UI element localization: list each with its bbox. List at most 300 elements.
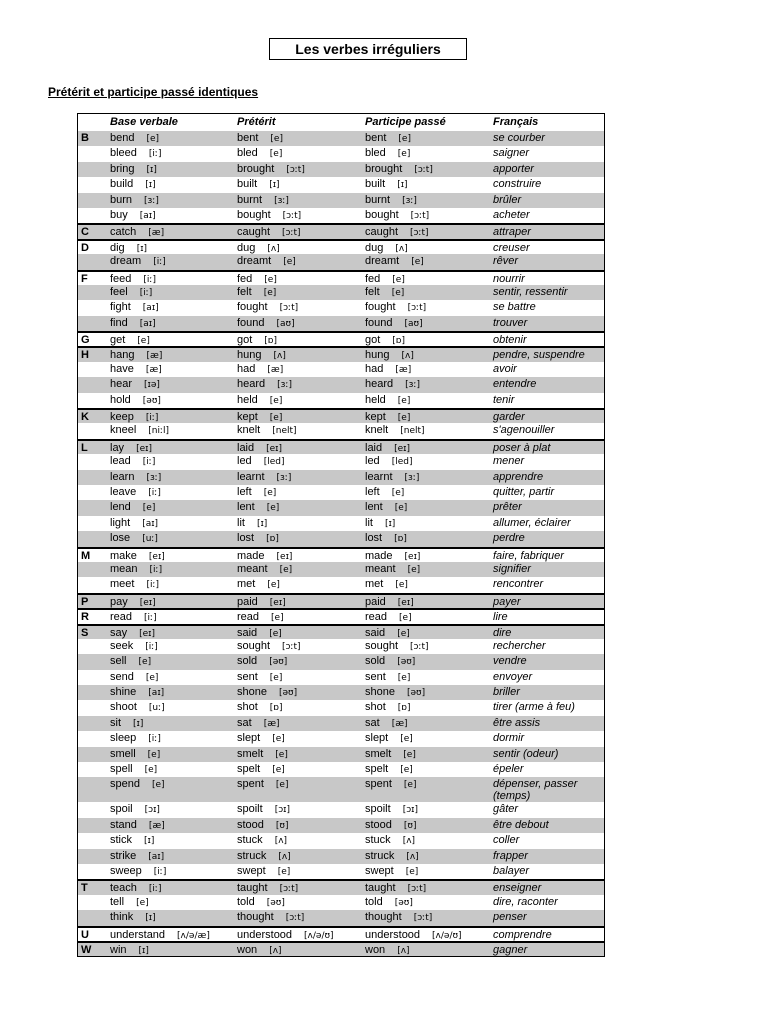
verb-word: find xyxy=(110,316,128,329)
phonetic: [ʌ/ə/ʊ] xyxy=(304,930,334,941)
phonetic: [ɪə] xyxy=(144,380,160,391)
row-letter: U xyxy=(81,928,89,941)
cell-preterit xyxy=(237,763,285,775)
cell-preterit xyxy=(237,701,283,713)
cell-preterit xyxy=(237,363,283,375)
verb-word: sold xyxy=(365,655,386,668)
phonetic: [əʊ] xyxy=(269,657,288,668)
phonetic: [e] xyxy=(272,765,285,776)
table-row xyxy=(78,547,604,562)
phonetic: [nelt] xyxy=(272,426,297,437)
phonetic: [ɪ] xyxy=(256,518,268,529)
cell-base-verbale xyxy=(110,455,155,467)
table-row xyxy=(78,470,604,485)
table-row xyxy=(78,423,604,438)
table-row xyxy=(78,926,604,941)
phonetic: [ɜː] xyxy=(277,380,292,391)
cell-participe-passe xyxy=(365,455,412,467)
verb-word: won xyxy=(237,943,258,956)
table-row xyxy=(78,146,604,161)
verb-word: bought xyxy=(237,208,271,221)
phonetic: [æ] xyxy=(395,364,412,375)
phonetic: [ɪ] xyxy=(384,518,396,529)
cell-francais: entendre xyxy=(493,378,537,391)
phonetic: [ɒ] xyxy=(266,534,279,545)
table-row xyxy=(78,762,604,777)
verb-word: paid xyxy=(237,595,258,608)
verb-word: dreamt xyxy=(237,255,272,268)
verb-word: bled xyxy=(237,147,258,160)
verb-word: bent xyxy=(237,132,259,144)
phonetic: [ɜː] xyxy=(405,380,420,391)
phonetic: [e] xyxy=(397,672,411,683)
cell-participe-passe xyxy=(365,286,404,298)
phonetic: [ɔːt] xyxy=(279,303,299,314)
phonetic: [iː] xyxy=(148,487,161,498)
verb-word: spoilt xyxy=(237,803,263,816)
verb-word: fought xyxy=(365,301,396,314)
verb-word: lent xyxy=(365,501,383,514)
cell-preterit xyxy=(237,349,286,361)
table-row xyxy=(78,593,604,608)
cell-base-verbale xyxy=(110,411,158,423)
table-header xyxy=(78,114,604,131)
verb-word: thought xyxy=(365,911,402,924)
cell-francais: rencontrer xyxy=(493,578,544,591)
table-row xyxy=(78,439,604,454)
verb-word: stuck xyxy=(237,834,263,847)
phonetic: [iː] xyxy=(145,641,158,652)
verb-word: led xyxy=(237,455,252,468)
cell-participe-passe xyxy=(365,911,432,923)
verb-word: seek xyxy=(110,639,134,652)
phonetic: [ɔɪ] xyxy=(274,805,290,816)
verb-word: feed xyxy=(110,272,132,285)
table-row xyxy=(78,208,604,223)
cell-base-verbale xyxy=(110,178,156,190)
phonetic: [e] xyxy=(269,395,283,406)
cell-participe-passe xyxy=(365,819,417,831)
cell-francais: poser à plat xyxy=(493,441,551,454)
cell-preterit xyxy=(237,834,287,846)
cell-preterit xyxy=(237,273,277,285)
cell-base-verbale xyxy=(110,132,159,144)
verb-word: sweep xyxy=(110,864,142,877)
verb-word: found xyxy=(365,316,393,329)
verb-word: kept xyxy=(365,411,386,424)
table-row xyxy=(78,802,604,817)
phonetic: [æ] xyxy=(263,718,280,729)
verb-word: sent xyxy=(237,670,258,683)
cell-participe-passe xyxy=(365,701,411,713)
verb-word: shone xyxy=(365,686,395,699)
phonetic: [ʊ] xyxy=(403,820,417,831)
phonetic: [e] xyxy=(395,580,408,591)
verb-word: send xyxy=(110,670,134,683)
phonetic: [eɪ] xyxy=(148,551,165,562)
verb-word: dug xyxy=(365,241,384,254)
cell-francais: obtenir xyxy=(493,334,527,347)
table-row xyxy=(78,254,604,269)
phonetic: [ɔːt] xyxy=(286,164,305,175)
table-row xyxy=(78,849,604,864)
cell-francais: allumer, éclairer xyxy=(493,516,571,529)
phonetic: [uː] xyxy=(148,703,165,714)
phonetic: [ʊ] xyxy=(275,820,289,831)
cell-preterit xyxy=(237,486,276,498)
verb-word: struck xyxy=(237,849,267,862)
verb-word: kept xyxy=(237,411,258,424)
verb-word: swept xyxy=(365,864,394,877)
cell-participe-passe xyxy=(365,611,412,623)
cell-participe-passe xyxy=(365,627,410,639)
cell-preterit xyxy=(237,627,282,639)
phonetic: [ɔɪ] xyxy=(402,805,418,816)
cell-francais: rêver xyxy=(493,255,519,268)
cell-participe-passe xyxy=(365,486,404,498)
verb-word: brought xyxy=(237,162,275,175)
verb-word: hang xyxy=(110,349,135,362)
phonetic: [iː] xyxy=(145,413,159,424)
phonetic: [ɪ] xyxy=(145,180,156,191)
phonetic: [e] xyxy=(400,765,413,776)
cell-base-verbale xyxy=(110,596,156,608)
phonetic: [led] xyxy=(263,457,285,468)
row-letter: M xyxy=(81,549,91,562)
phonetic: [e] xyxy=(398,134,411,144)
verb-word: thought xyxy=(237,911,274,924)
cell-participe-passe xyxy=(365,178,408,190)
cell-participe-passe xyxy=(365,471,419,483)
verb-word: held xyxy=(237,393,258,406)
verb-word: dug xyxy=(237,241,256,254)
cell-preterit xyxy=(237,611,284,623)
cell-base-verbale xyxy=(110,301,159,313)
verb-word: meet xyxy=(110,578,135,591)
cell-preterit xyxy=(237,865,290,877)
phonetic: [ɔːt] xyxy=(285,913,305,924)
phonetic: [aɪ] xyxy=(142,518,159,529)
cell-participe-passe xyxy=(365,209,429,221)
cell-preterit xyxy=(237,882,298,894)
cell-participe-passe xyxy=(365,763,413,775)
phonetic: [ɪ] xyxy=(269,180,280,191)
cell-preterit xyxy=(237,671,282,683)
phonetic: [e] xyxy=(136,897,149,908)
phonetic: [e] xyxy=(400,734,413,745)
verb-word: lend xyxy=(110,501,131,514)
phonetic: [ɪ] xyxy=(144,836,155,847)
verb-word: held xyxy=(365,393,386,406)
phonetic: [e] xyxy=(275,749,288,760)
cell-preterit xyxy=(237,194,289,206)
cell-participe-passe xyxy=(365,596,414,608)
phonetic: [eɪ] xyxy=(269,597,286,608)
cell-participe-passe xyxy=(365,394,410,406)
cell-participe-passe xyxy=(365,349,414,361)
verb-word: get xyxy=(110,334,126,347)
phonetic: [e] xyxy=(142,503,156,514)
cell-francais: avoir xyxy=(493,362,517,375)
verb-word: leave xyxy=(110,485,137,498)
phonetic: [iː] xyxy=(153,257,166,268)
cell-preterit xyxy=(237,317,295,329)
cell-preterit xyxy=(237,778,288,790)
table-row xyxy=(78,131,604,146)
cell-base-verbale xyxy=(110,286,152,298)
table-row xyxy=(78,562,604,577)
phonetic: [e] xyxy=(275,780,289,791)
cell-base-verbale xyxy=(110,255,166,267)
table-row xyxy=(78,747,604,762)
phonetic: [eɪ] xyxy=(139,628,156,639)
verb-word: meant xyxy=(237,562,268,575)
phonetic: [e] xyxy=(267,580,280,591)
verb-word: feel xyxy=(110,285,128,298)
page-title: Les verbes irréguliers xyxy=(269,38,467,60)
phonetic: [e] xyxy=(269,413,283,424)
verb-word: sought xyxy=(365,639,399,652)
cell-preterit xyxy=(237,394,282,406)
verb-word: spoilt xyxy=(365,803,391,816)
phonetic: [iː] xyxy=(144,613,157,624)
verb-word: sent xyxy=(365,670,386,683)
cell-base-verbale xyxy=(110,317,156,329)
verb-word: kneel xyxy=(110,424,137,437)
verb-word: build xyxy=(110,178,134,191)
phonetic: [ɔɪ] xyxy=(144,805,160,816)
cell-participe-passe xyxy=(365,317,423,329)
verb-word: read xyxy=(237,611,260,624)
cell-francais: comprendre xyxy=(493,928,552,941)
cell-base-verbale xyxy=(110,763,157,775)
cell-base-verbale xyxy=(110,803,160,815)
cell-base-verbale xyxy=(110,363,162,375)
phonetic: [ɪ] xyxy=(133,718,144,729)
cell-francais: apprendre xyxy=(493,470,544,483)
cell-participe-passe xyxy=(365,255,424,267)
phonetic: [əʊ] xyxy=(266,897,285,908)
phonetic: [e] xyxy=(146,134,160,144)
verb-word: spent xyxy=(365,778,392,791)
phonetic: [e] xyxy=(137,336,150,347)
phonetic: [niːl] xyxy=(148,426,170,437)
verb-word: hear xyxy=(110,378,133,391)
phonetic: [aɪ] xyxy=(148,851,165,862)
verb-word: built xyxy=(237,178,258,191)
verb-word: pay xyxy=(110,595,128,608)
table-row xyxy=(78,377,604,392)
row-letter: W xyxy=(81,943,92,956)
table-row xyxy=(78,685,604,700)
table-row xyxy=(78,639,604,654)
phonetic: [ɪ] xyxy=(136,243,148,254)
cell-francais: s'agenouiller xyxy=(493,424,555,437)
verb-word: teach xyxy=(110,882,137,895)
table-row xyxy=(78,454,604,469)
cell-participe-passe xyxy=(365,578,408,590)
cell-base-verbale xyxy=(110,550,165,562)
verb-word: learnt xyxy=(365,470,393,483)
cell-participe-passe xyxy=(365,532,407,544)
phonetic: [ɪ] xyxy=(397,180,408,191)
row-letter: F xyxy=(81,272,88,285)
verb-word: have xyxy=(110,362,134,375)
cell-preterit xyxy=(237,550,292,562)
verb-word: spell xyxy=(110,763,133,776)
phonetic: [ʌ/ə/ʊ] xyxy=(432,930,462,941)
table-row xyxy=(78,731,604,746)
cell-participe-passe xyxy=(365,273,405,285)
cell-base-verbale xyxy=(110,819,165,831)
cell-francais: rechercher xyxy=(493,639,546,652)
cell-participe-passe xyxy=(365,850,419,862)
cell-base-verbale xyxy=(110,701,165,713)
phonetic: [eɪ] xyxy=(404,551,421,562)
phonetic: [ʌ] xyxy=(274,836,288,847)
cell-base-verbale xyxy=(110,517,158,529)
cell-base-verbale xyxy=(110,882,161,894)
verb-word: shone xyxy=(237,686,267,699)
cell-francais: être assis xyxy=(493,716,541,729)
phonetic: [ɔːt] xyxy=(282,228,301,239)
verb-word: smelt xyxy=(365,747,392,760)
phonetic: [e] xyxy=(272,734,285,745)
cell-francais: gagner xyxy=(493,943,528,956)
cell-preterit xyxy=(237,929,334,941)
verb-word: made xyxy=(365,549,393,562)
verb-word: had xyxy=(365,362,384,375)
cell-francais: mener xyxy=(493,455,525,468)
verb-word: heard xyxy=(237,378,266,391)
phonetic: [ɜː] xyxy=(144,195,159,206)
phonetic: [ɔːt] xyxy=(407,303,427,314)
verb-word: taught xyxy=(365,882,396,895)
cell-francais: gâter xyxy=(493,803,519,816)
cell-base-verbale xyxy=(110,163,157,175)
phonetic: [ʌ] xyxy=(397,945,410,956)
verb-word: sat xyxy=(237,716,252,729)
phonetic: [ɪ] xyxy=(145,913,156,924)
verb-word: sell xyxy=(110,655,127,668)
phonetic: [əʊ] xyxy=(278,688,298,699)
phonetic: [eɪ] xyxy=(266,443,283,454)
cell-preterit xyxy=(237,455,284,467)
cell-francais: envoyer xyxy=(493,670,533,683)
cell-base-verbale xyxy=(110,532,158,544)
irregular-verbs-table xyxy=(77,113,605,957)
verb-word: bought xyxy=(365,208,399,221)
cell-participe-passe xyxy=(365,803,418,815)
phonetic: [ʌ] xyxy=(395,243,408,254)
table-row xyxy=(78,577,604,592)
cell-francais: nourrir xyxy=(493,272,525,285)
cell-participe-passe xyxy=(365,882,426,894)
section-subtitle: Prétérit et participe passé identiques xyxy=(48,85,259,99)
table-row xyxy=(78,777,604,802)
phonetic: [ɔːt] xyxy=(410,228,429,239)
phonetic: [æ] xyxy=(148,228,165,239)
verb-word: think xyxy=(110,911,134,924)
phonetic: [ʌ] xyxy=(267,243,280,254)
verb-word: caught xyxy=(237,226,271,239)
phonetic: [e] xyxy=(151,780,165,791)
cell-preterit xyxy=(237,717,280,729)
cell-preterit xyxy=(237,911,304,923)
phonetic: [eɪ] xyxy=(394,443,411,454)
cell-participe-passe xyxy=(365,424,425,436)
verb-word: won xyxy=(365,943,386,956)
phonetic: [ɔːt] xyxy=(407,884,427,895)
table-row xyxy=(78,895,604,910)
phonetic: [ɒ] xyxy=(397,703,411,714)
verb-word: dream xyxy=(110,255,142,268)
cell-base-verbale xyxy=(110,929,210,941)
verb-word: dreamt xyxy=(365,255,400,268)
cell-base-verbale xyxy=(110,896,149,908)
cell-preterit xyxy=(237,242,280,254)
phonetic: [ʌ/ə/æ] xyxy=(177,930,210,941)
verb-word: struck xyxy=(365,849,395,862)
cell-preterit xyxy=(237,334,277,346)
verb-word: fought xyxy=(237,301,268,314)
verb-word: meant xyxy=(365,562,396,575)
phonetic: [aɪ] xyxy=(148,688,165,699)
cell-base-verbale xyxy=(110,194,159,206)
cell-base-verbale xyxy=(110,394,161,406)
verb-word: sat xyxy=(365,716,380,729)
cell-preterit xyxy=(237,378,292,390)
phonetic: [iː] xyxy=(153,866,167,877)
cell-participe-passe xyxy=(365,334,405,346)
phonetic: [aɪ] xyxy=(142,303,159,314)
cell-francais: garder xyxy=(493,411,525,424)
cell-base-verbale xyxy=(110,748,160,760)
cell-participe-passe xyxy=(365,442,410,454)
cell-preterit xyxy=(237,255,296,267)
phonetic: [ʌ] xyxy=(406,851,419,862)
verb-word: met xyxy=(237,578,256,591)
cell-francais: attraper xyxy=(493,226,531,239)
cell-francais: dire, raconter xyxy=(493,895,558,908)
phonetic: [æ] xyxy=(148,820,165,831)
verb-word: caught xyxy=(365,226,399,239)
row-letter: K xyxy=(81,411,89,424)
phonetic: [e] xyxy=(269,149,283,160)
phonetic: [iː] xyxy=(142,457,156,468)
verb-word: lent xyxy=(237,501,255,514)
cell-francais: sentir (odeur) xyxy=(493,747,559,760)
verb-word: bend xyxy=(110,132,135,144)
cell-participe-passe xyxy=(365,226,429,238)
cell-francais: perdre xyxy=(493,532,525,545)
header-francais: Français xyxy=(493,116,539,128)
verb-word: keep xyxy=(110,411,134,424)
cell-preterit xyxy=(237,471,291,483)
table-body xyxy=(78,131,604,956)
phonetic: [aɪ] xyxy=(139,210,156,221)
phonetic: [ʌ] xyxy=(273,351,286,362)
verb-word: found xyxy=(237,316,265,329)
cell-francais: se courber xyxy=(493,132,545,144)
cell-preterit xyxy=(237,132,283,144)
cell-participe-passe xyxy=(365,147,410,159)
cell-base-verbale xyxy=(110,611,157,623)
cell-preterit xyxy=(237,578,280,590)
cell-base-verbale xyxy=(110,147,161,159)
phonetic: [ɜː] xyxy=(276,472,292,483)
verb-word: shoot xyxy=(110,701,137,714)
